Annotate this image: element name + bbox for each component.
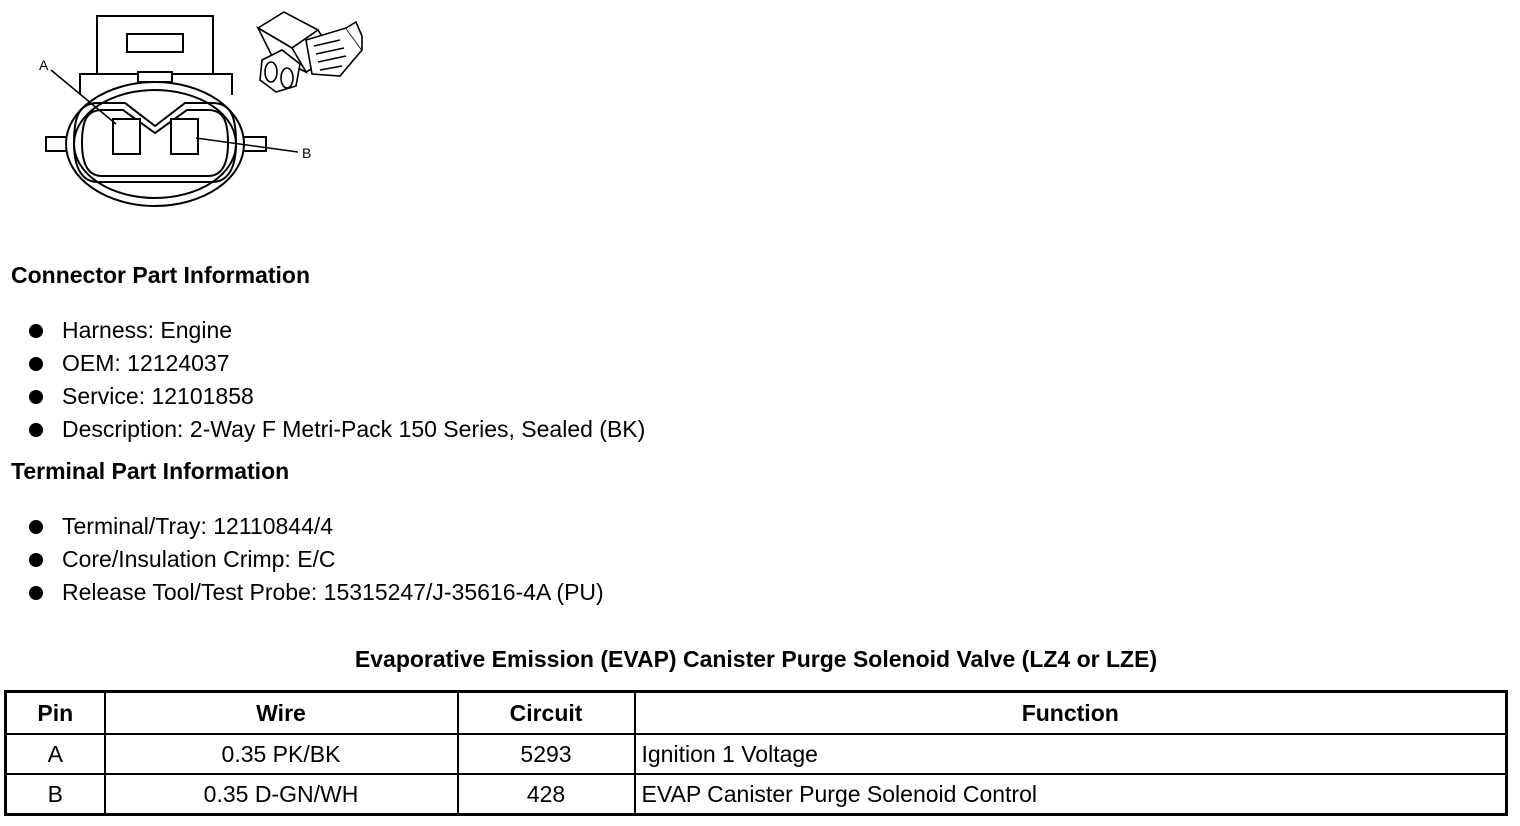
bullet-icon (29, 586, 43, 600)
connector-perspective-icon (258, 12, 362, 92)
bullet-icon (29, 324, 43, 338)
list-item (0, 347, 645, 380)
list-item-text: OEM: 12124037 (62, 350, 230, 376)
terminal-info-list (0, 510, 604, 609)
list-item-text: Terminal/Tray: 12110844/4 (62, 513, 334, 539)
bullet-icon (29, 553, 43, 567)
terminal-info-title: Terminal Part Information (11, 458, 290, 484)
bullet-icon (29, 423, 43, 437)
cell-circuit: 428 (458, 774, 635, 815)
cell-function: Ignition 1 Voltage (635, 734, 1507, 774)
cell-wire: 0.35 PK/BK (105, 734, 458, 774)
list-item (0, 576, 604, 609)
pin-label-a: A (39, 57, 49, 73)
header-wire: Wire (105, 692, 458, 735)
connector-info-title: Connector Part Information (11, 262, 311, 288)
header-function: Function (635, 692, 1507, 735)
list-item (0, 314, 645, 347)
pin-table (4, 690, 1508, 816)
cell-wire: 0.35 D-GN/WH (105, 774, 458, 815)
list-item-text: Release Tool/Test Probe: 15315247/J-35616-4A (PU) (62, 579, 604, 605)
connector-diagram (0, 0, 380, 220)
table-header-row (6, 692, 1507, 735)
bullet-icon (29, 357, 43, 371)
list-item-text: Description: 2-Way F Metri-Pack 150 Series, Sealed (BK) (62, 416, 646, 442)
pin-table-title: Evaporative Emission (EVAP) Canister Purge Solenoid Valve (LZ4 or LZE) (354, 646, 1158, 672)
list-item-text: Service: 12101858 (62, 383, 254, 409)
cell-circuit: 5293 (458, 734, 635, 774)
connector-info-list (0, 314, 645, 446)
bullet-icon (29, 390, 43, 404)
list-item (0, 413, 645, 446)
cell-pin: B (6, 774, 105, 815)
list-item (0, 543, 604, 576)
cell-pin: A (6, 734, 105, 774)
list-item (0, 510, 604, 543)
header-circuit: Circuit (458, 692, 635, 735)
pin-label-b: B (302, 145, 312, 161)
list-item (0, 380, 645, 413)
list-item-text: Harness: Engine (62, 317, 233, 343)
cell-function: EVAP Canister Purge Solenoid Control (635, 774, 1507, 815)
header-pin: Pin (6, 692, 105, 735)
table-row (6, 774, 1507, 815)
table-row (6, 734, 1507, 774)
list-item-text: Core/Insulation Crimp: E/C (62, 546, 336, 572)
bullet-icon (29, 520, 43, 534)
